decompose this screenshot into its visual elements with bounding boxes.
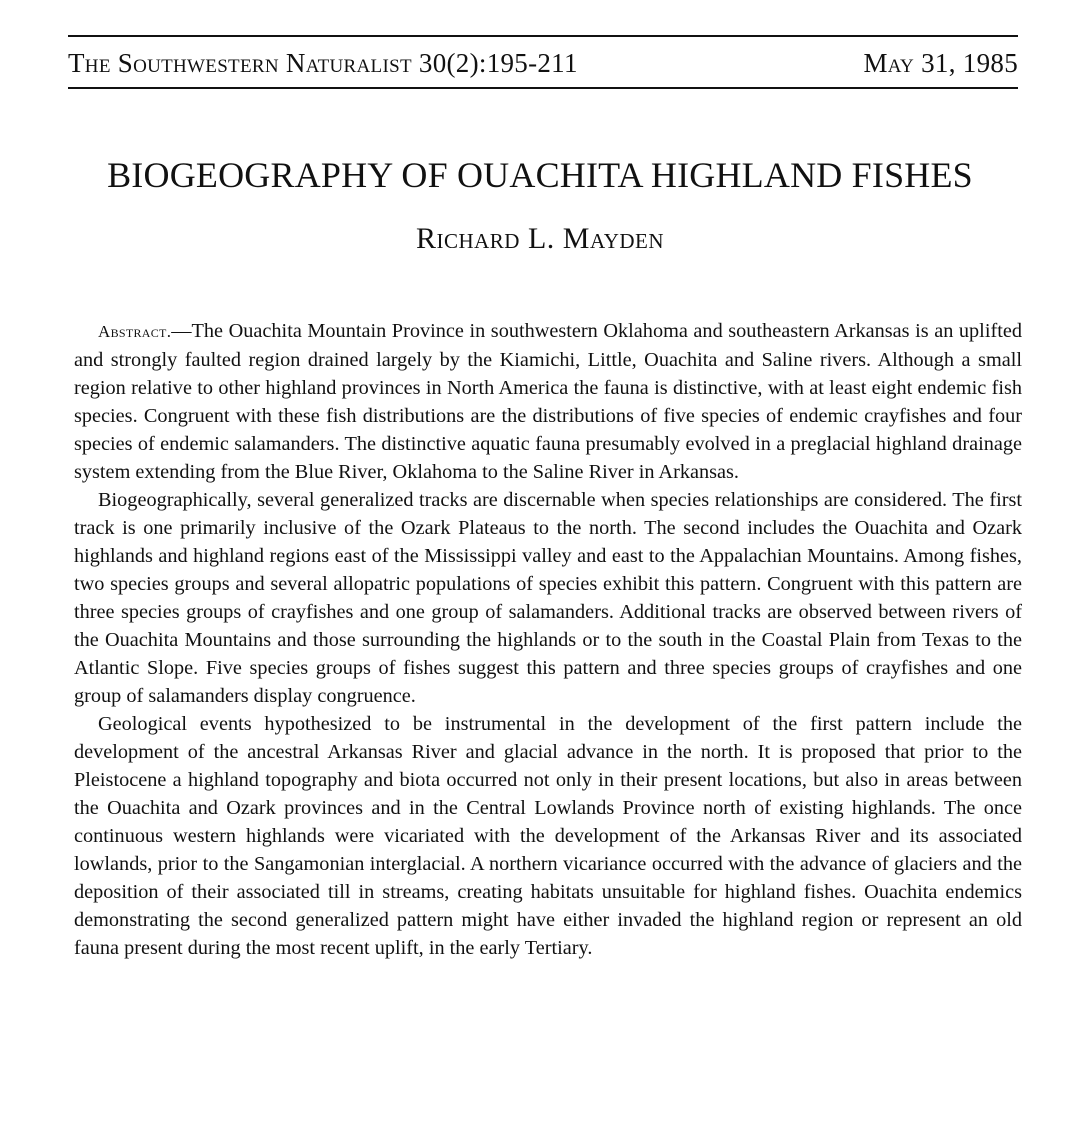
article-title: BIOGEOGRAPHY OF OUACHITA HIGHLAND FISHES xyxy=(107,155,973,196)
publication-date: May 31, 1985 xyxy=(863,48,1018,78)
author-name: Richard L. Mayden xyxy=(415,222,665,255)
abstract-paragraph-3: Geological events hypothesized to be instrumental in the development of the first pattern include the development of the ancestral Arkansas River and glacial advance in the north. It is proposed that prior to the Pleistocene a highland topography and biota occurred not only in their present locations, but also in areas between the Ouachita and Ozark provinces and in the Central Lowlands Province north of existing highlands. The once continuous western highlands were vicariated with the development of the Arkansas River and its associated lowlands, prior to the Sangamonian interglacial. A northern vicariance occurred with the advance of glaciers and the deposition of their associated till in streams, creating habitats unsuitable for highland fishes. Ouachita endemics demonstrating the second generalized pattern might have either invaded the highland region or represent an old fauna present during the most recent uplift, in the early Tertiary. xyxy=(74,713,1022,959)
abstract-paragraph-1 xyxy=(74,317,1022,486)
header-top-rule xyxy=(68,35,1018,37)
running-header xyxy=(68,48,1018,80)
header-bottom-rule xyxy=(68,87,1018,89)
abstract-paragraph-1-text: —The Ouachita Mountain Province in southwestern Oklahoma and southeastern Arkansas is an uplifted and strongly faulted region drained largely by the Kiamichi, Little, Ouachita and Saline rivers. Although a small region relative to other highland provinces in North America the fauna is distinctive, with at least eight endemic fish species. Congruent with these fish distributions are the distributions of five species of endemic crayfishes and four species of endemic salamanders. The distinctive aquatic fauna presumably evolved in a preglacial highland drainage system extending from the Blue River, Oklahoma to the Saline River in Arkansas. xyxy=(74,320,1022,483)
journal-citation: The Southwestern Naturalist 30(2):195-211 xyxy=(68,48,578,78)
abstract-label: Abstract. xyxy=(98,322,172,341)
abstract-paragraph-2: Biogeographically, several generalized tracks are discernable when species relationships are considered. The first track is one primarily inclusive of the Ozark Plateaus to the north. The second includes the Ouachita and Ozark highlands and highland regions east of the Mississippi valley and east to the Appalachian Mountains. Among fishes, two species groups and several allopatric populations of species exhibit this pattern. Congruent with this pattern are three species groups of crayfishes and one group of salamanders. Additional tracks are observed between rivers of the Ouachita Mountains and those surrounding the highlands or to the south in the Coastal Plain from Texas to the Atlantic Slope. Five species groups of fishes suggest this pattern and three species groups of crayfishes and one group of salamanders display congruence. xyxy=(74,489,1022,707)
abstract xyxy=(74,317,1022,962)
